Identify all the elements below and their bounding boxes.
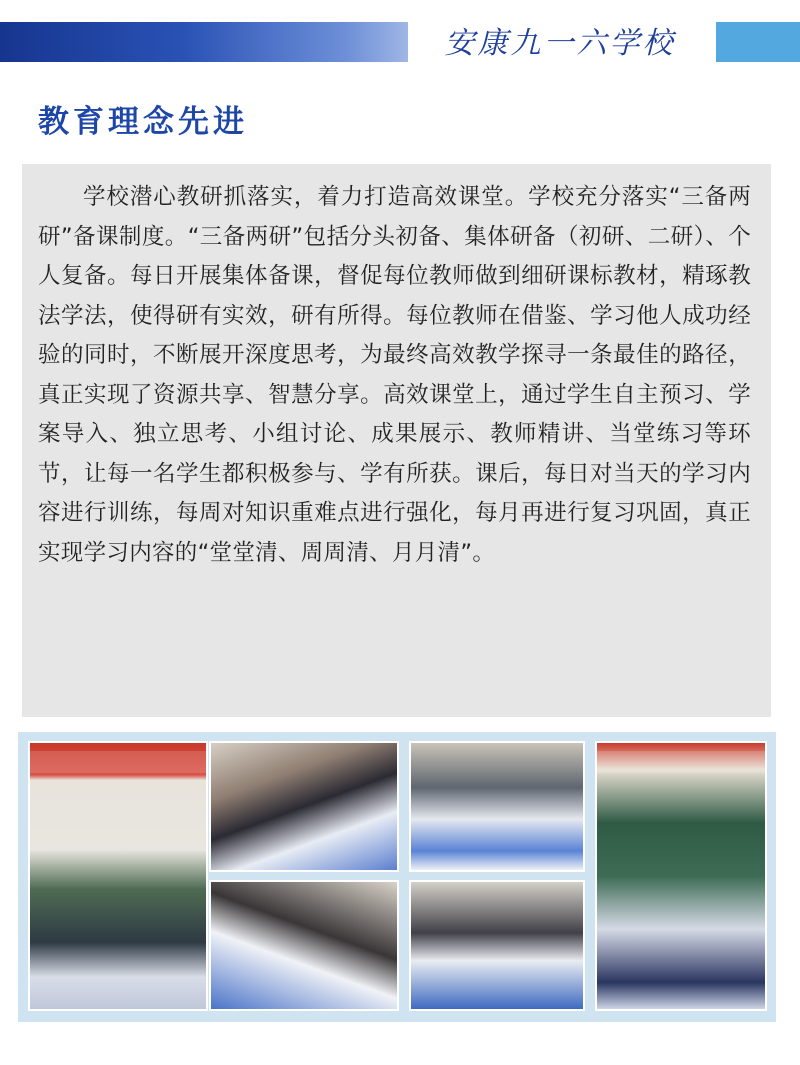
section-title: 教育理念先进: [38, 104, 248, 140]
header-accent-block: [716, 22, 800, 62]
photo-teacher-at-blackboard: [595, 741, 767, 1011]
photo-collage: [18, 732, 776, 1022]
photo-classroom-overview: [409, 741, 585, 872]
photo-students-reading: [409, 880, 585, 1011]
text-panel: [22, 164, 771, 717]
header-banner-bar: [0, 22, 408, 62]
body-paragraph: 学校潜心教研抓落实，着力打造高效课堂。学校充分落实“三备两研”备课制度。“三备两研”包括分头初备、集体研备（初研、二研）、个人复备。每日开展集体备课，督促每位教师做到细研课标教材，精琢教法学法，使得研有实效，研有所得。每位教师在借鉴、学习他人成功经验的同时，不断展开深度思考，为最终高效教学探寻一条最佳的路径，真正实现了资源共享、智慧分享。高效课堂上，通过学生自主预习、学案导入、独立思考、小组讨论、成果展示、教师精讲、当堂练习等环节，让每一名学生都积极参与、学有所获。课后，每日对当天的学习内容进行训练，每周对知识重难点进行强化，每月再进行复习巩固，真正实现学习内容的“堂堂清、周周清、月月清”。: [38, 184, 751, 566]
photo-teacher-lecturing: [28, 741, 208, 1011]
photo-students-listening: [209, 741, 399, 872]
photo-group-discussion: [209, 880, 399, 1011]
school-name-calligraphy: 安康九一六学校: [444, 26, 676, 61]
